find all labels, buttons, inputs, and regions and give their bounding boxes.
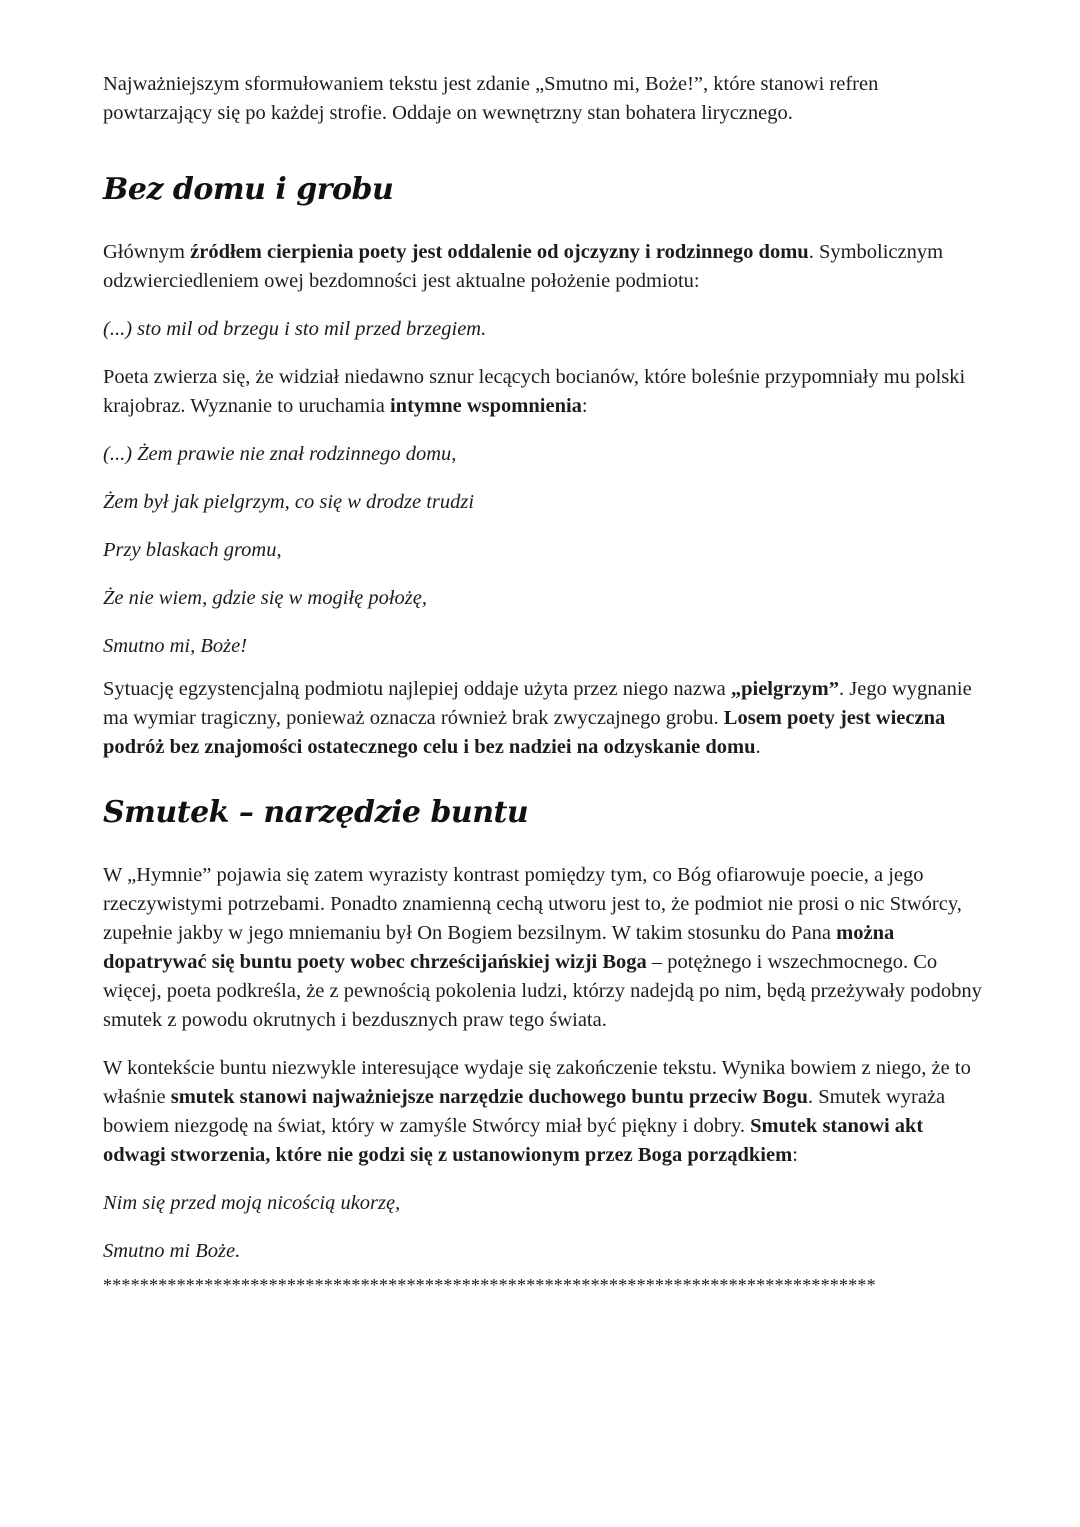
verse-line: Przy blaskach gromu,	[103, 539, 282, 561]
verse-line: Żem był jak pielgrzym, co się w drodze trudzi	[103, 491, 475, 513]
paragraph-zakonczenie: W kontekście buntu niezwykle interesujące wydaje się zakończenie tekstu. Wynika bowiem z niego, że to właśnie smutek stanowi najważniejsze narzędzie duchowego buntu przeciw Bogu. Smutek wyraża bowiem niezgodę na świat, który w zamyśle Stwórcy miał być piękny i dobry. Smutek stanowi akt odwagi stworzenia, które nie godzi się z ustanowionym przez Boga porządkiem:	[103, 1057, 971, 1166]
document-page	[103, 70, 983, 1296]
intro-paragraph: Najważniejszym sformułowaniem tekstu jest zdanie „Smutno mi, Boże!”, które stanowi refren powtarzający się po każdej strofie. Oddaje on wewnętrzny stan bohatera lirycznego.	[103, 73, 879, 124]
verse-line: Że nie wiem, gdzie się w mogiłę położę,	[103, 587, 427, 609]
verse-line: Smutno mi Boże.	[103, 1240, 241, 1262]
verse-line: Smutno mi, Boże!	[103, 635, 248, 657]
paragraph-hymn-kontrast: W „Hymnie” pojawia się zatem wyrazisty kontrast pomiędzy tym, co Bóg ofiarowuje poecie, a jego rzeczywistymi potrzebami. Ponadto znamienną cechą utworu jest to, że podmiot nie prosi o nic Stwórcy, zupełnie jakby w jego mniemaniu był On Bogiem bezsilnym. W takim stosunku do Pana można dopatrywać się buntu poety wobec chrześcijańskiej wizji Boga – potężnego i wszechmocnego. Co więcej, poeta podkreśla, że z pewnością pokolenia ludzi, którzy nadejdą po nim, będą przeżywały podobny smutek z powodu okrutnych i bezdusznych praw tego świata.	[103, 864, 982, 1031]
section-heading-bez-domu: Bez domu i grobu	[103, 172, 394, 207]
paragraph-pielgrzym: Sytuację egzystencjalną podmiotu najlepiej oddaje użyta przez niego nazwa „pielgrzym”. Jego wygnanie ma wymiar tragiczny, ponieważ oznacza również brak zwyczajnego grobu. Losem poety jest wieczna podróż bez znajomości ostatecznego celu i bez nadziei na odzyskanie domu.	[103, 678, 972, 758]
verse-line: (...) Żem prawie nie znał rodzinnego domu,	[103, 443, 457, 465]
section-heading-smutek: Smutek – narzędzie buntu	[103, 795, 529, 830]
quote-sto-mil: (...) sto mil od brzegu i sto mil przed brzegiem.	[103, 318, 487, 340]
paragraph-bociany: Poeta zwierza się, że widział niedawno sznur lecących bocianów, które boleśnie przypomniały mu polski krajobraz. Wyznanie to uruchamia intymne wspomnienia:	[103, 366, 966, 417]
paragraph-zrodlo-cierpienia: Głównym źródłem cierpienia poety jest oddalenie od ojczyzny i rodzinnego domu. Symbolicznym odzwierciedleniem owej bezdomności jest aktualne położenie podmiotu:	[103, 241, 944, 292]
asterisk-separator: ************************************************************************************	[103, 1275, 876, 1295]
verse-line: Nim się przed moją nicością ukorzę,	[103, 1192, 401, 1214]
